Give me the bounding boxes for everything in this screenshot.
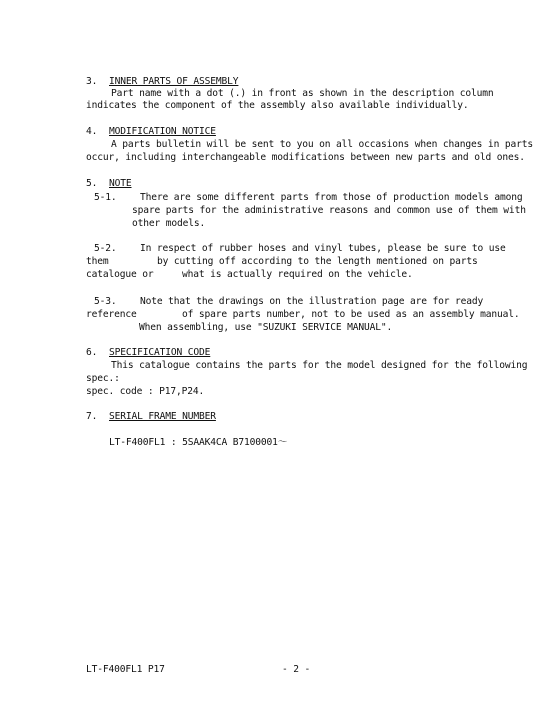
footer-page-number: - 2 - [282, 664, 311, 675]
note-5-2-label: 5-2. [94, 243, 117, 254]
note-5-2-line-2b: by cutting off according to the length mentioned on parts [157, 256, 478, 267]
section-7-title: SERIAL FRAME NUMBER [109, 411, 216, 422]
note-5-1-line-3: other models. [132, 218, 206, 229]
note-5-1-line-2: spare parts for the administrative reasons and common use of them with [132, 205, 526, 216]
section-6-line-3: spec. code : P17,P24. [86, 386, 205, 397]
section-4-line-1: A parts bulletin will be sent to you on all occasions when changes in parts [111, 139, 533, 150]
note-5-1-line-1: There are some different parts from those of production models among [140, 192, 523, 203]
section-4-line-2: occur, including interchangeable modifications between new parts and old ones. [86, 152, 525, 163]
note-5-2-line-3a: catalogue or [86, 269, 154, 280]
note-5-3-line-3: When assembling, use "SUZUKI SERVICE MANUAL". [139, 322, 393, 333]
note-5-3-label: 5-3. [94, 296, 117, 307]
section-4-title: MODIFICATION NOTICE [109, 126, 216, 137]
section-3-number: 3. [86, 76, 98, 87]
note-5-1-label: 5-1. [94, 192, 117, 203]
note-5-2-line-2a: them [86, 256, 109, 267]
note-5-3-line-1: Note that the drawings on the illustration page are for ready [140, 296, 484, 307]
section-6-title: SPECIFICATION CODE [109, 347, 211, 358]
note-5-3-line-2b: of spare parts number, not to be used as an assembly manual. [182, 309, 520, 320]
section-7-number: 7. [86, 411, 98, 422]
section-6-line-2: spec.: [86, 373, 120, 384]
section-3-line-1: Part name with a dot (.) in front as shown in the description column [111, 88, 494, 99]
note-5-2-line-1: In respect of rubber hoses and vinyl tubes, please be sure to use [140, 243, 506, 254]
section-4-number: 4. [86, 126, 98, 137]
note-5-2-line-3b: what is actually required on the vehicle. [182, 269, 413, 280]
section-3-title: INNER PARTS OF ASSEMBLY [109, 76, 239, 87]
section-6-number: 6. [86, 347, 98, 358]
note-5-3-line-2a: reference [86, 309, 137, 320]
section-5-title: NOTE [109, 178, 132, 189]
section-6-line-1: This catalogue contains the parts for the model designed for the following [111, 360, 528, 371]
footer-model: LT-F400FL1 P17 [86, 664, 165, 675]
serial-frame-number-value: LT-F400FL1 : 5SAAK4CA B7100001～ [109, 437, 288, 448]
section-3-line-2: indicates the component of the assembly also available individually. [86, 100, 469, 111]
section-5-number: 5. [86, 178, 98, 189]
